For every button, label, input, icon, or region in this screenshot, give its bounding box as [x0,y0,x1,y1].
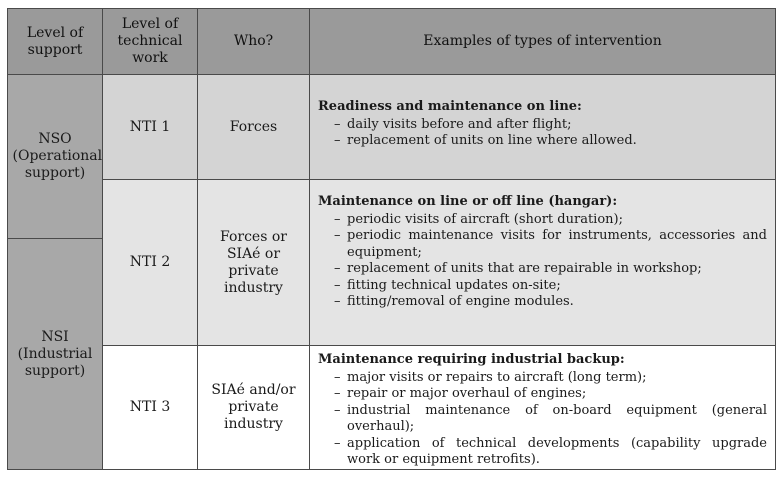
support-level-nso: NSO (Operational support) [7,74,103,239]
list-item: – periodic maintenance visits for instruments, accessories and equipment; [318,228,767,261]
list-item: – major visits or repairs to aircraft (long term); [318,370,767,387]
header-examples: Examples of types of intervention [309,8,776,75]
intervention-table [7,8,776,470]
row-nti1-list [318,117,767,150]
support-level-nsi: NSI (Industrial support) [7,238,103,470]
row-nti1-title: Readiness and maintenance on line: [318,99,582,114]
row-nti3-who: SIAé and/or private industry [197,345,310,470]
row-nti3-examples [309,345,776,470]
list-item: – fitting technical updates on-site; [318,278,767,295]
row-nti3-title: Maintenance requiring industrial backup: [318,352,625,367]
row-nti3-list [318,370,767,469]
row-nti1-examples [309,74,776,180]
list-item: – application of technical developments (capability upgrade work or equipment retrofits). [318,436,767,469]
list-item: – periodic visits of aircraft (short duration); [318,212,767,229]
row-nti2-list [318,212,767,311]
row-nti2-who: Forces or SIAé or private industry [197,179,310,346]
header-level-of-support: Level of support [7,8,103,75]
row-nti2-level: NTI 2 [102,179,198,346]
list-item: – replacement of units on line where allowed. [318,133,767,150]
list-item: – replacement of units that are repairable in workshop; [318,261,767,278]
header-level-of-technical-work: Level of technical work [102,8,198,75]
header-who: Who? [197,8,310,75]
row-nti3-level: NTI 3 [102,345,198,470]
row-nti2-title: Maintenance on line or off line (hangar): [318,194,618,209]
row-nti1-who: Forces [197,74,310,180]
list-item: – fitting/removal of engine modules. [318,294,767,311]
row-nti1-level: NTI 1 [102,74,198,180]
list-item: – industrial maintenance of on-board equipment (general overhaul); [318,403,767,436]
list-item: – repair or major overhaul of engines; [318,386,767,403]
row-nti2-examples [309,179,776,346]
list-item: – daily visits before and after flight; [318,117,767,134]
